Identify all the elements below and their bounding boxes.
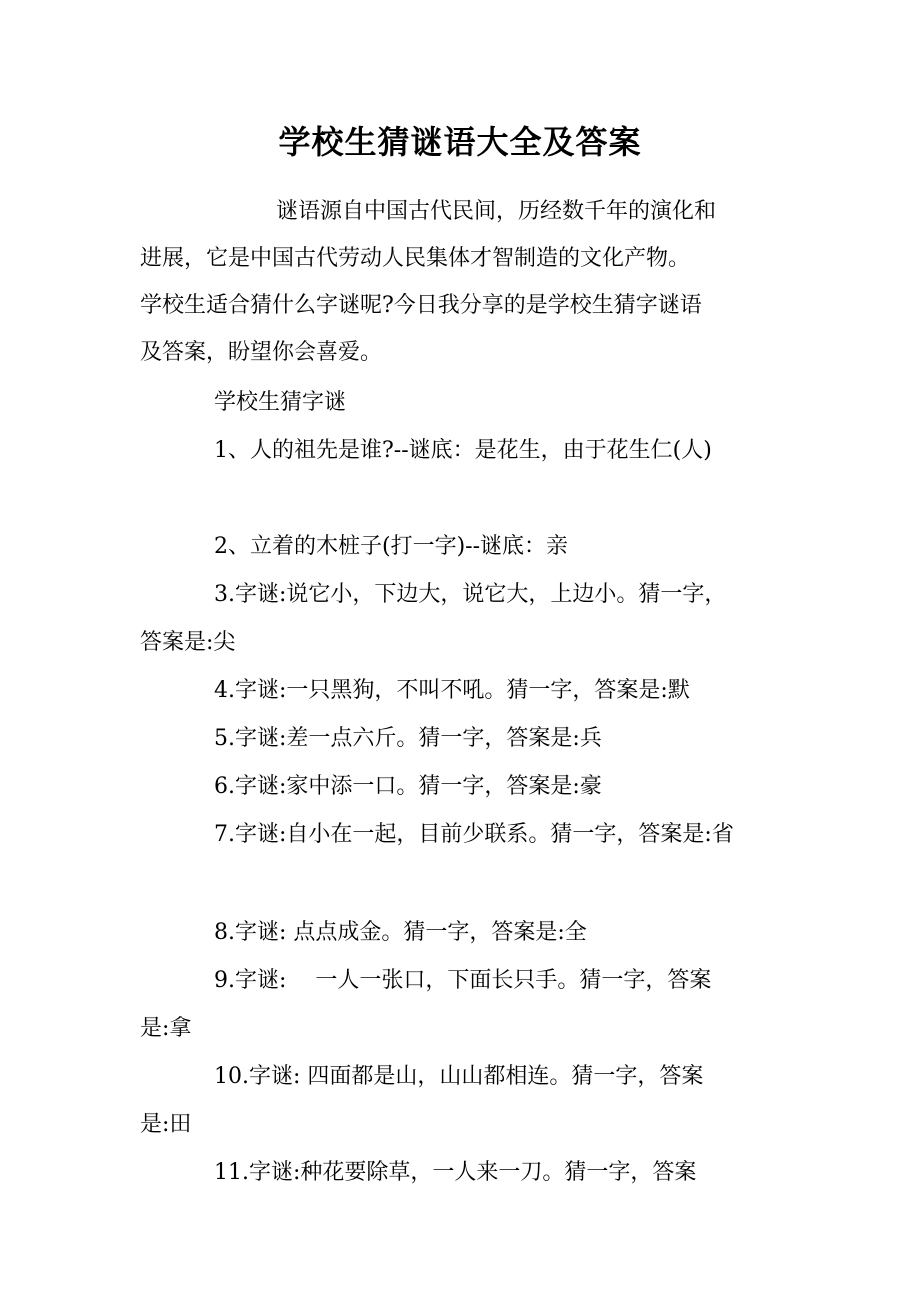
paragraph-line: 学校生适合猜什么字谜呢?今日我分享的是学校生猜字谜语 [140, 293, 702, 318]
paragraph-line: 进展，它是中国古代劳动人民集体才智制造的文化产物。 [140, 246, 691, 271]
paragraph-line: 谜语源自中国古代民间，历经数千年的演化和 [276, 199, 717, 224]
riddle-line: 1、人的祖先是谁?--谜底：是花生，由于花生仁(人) [214, 438, 712, 463]
riddle-line: 4.字谜:一只黑狗，不叫不吼。猜一字，答案是:默 [214, 678, 690, 703]
riddle-line: 答案是:尖 [140, 630, 236, 655]
section-heading: 学校生猜字谜 [214, 390, 347, 415]
paragraph-line: 及答案，盼望你会喜爱。 [140, 340, 383, 365]
riddle-line: 11.字谜:种花要除草，一人来一刀。猜一字，答案 [214, 1160, 697, 1185]
riddle-line: 8.字谜: 点点成金。猜一字，答案是:全 [214, 920, 587, 945]
riddle-line: 是:田 [140, 1112, 192, 1137]
riddle-line: 2、立着的木桩子(打一字)--谜底：亲 [214, 534, 569, 559]
riddle-line: 是:拿 [140, 1016, 192, 1041]
riddle-line: 7.字谜:自小在一起，目前少联系。猜一字，答案是:省 [214, 822, 734, 847]
riddle-line: 6.字谜:家中添一口。猜一字，答案是:豪 [214, 774, 602, 799]
riddle-line: 3.字谜:说它小，下边大，说它大，上边小。猜一字， [214, 582, 727, 607]
riddle-line: 10.字谜: 四面都是山，山山都相连。猜一字，答案 [214, 1064, 704, 1089]
riddle-line: 5.字谜:差一点六斤。猜一字，答案是:兵 [214, 726, 602, 751]
riddle-line: 9.字谜: 一人一张口，下面长只手。猜一字，答案 [214, 968, 712, 993]
document-title: 学校生猜谜语大全及答案 [278, 123, 642, 161]
